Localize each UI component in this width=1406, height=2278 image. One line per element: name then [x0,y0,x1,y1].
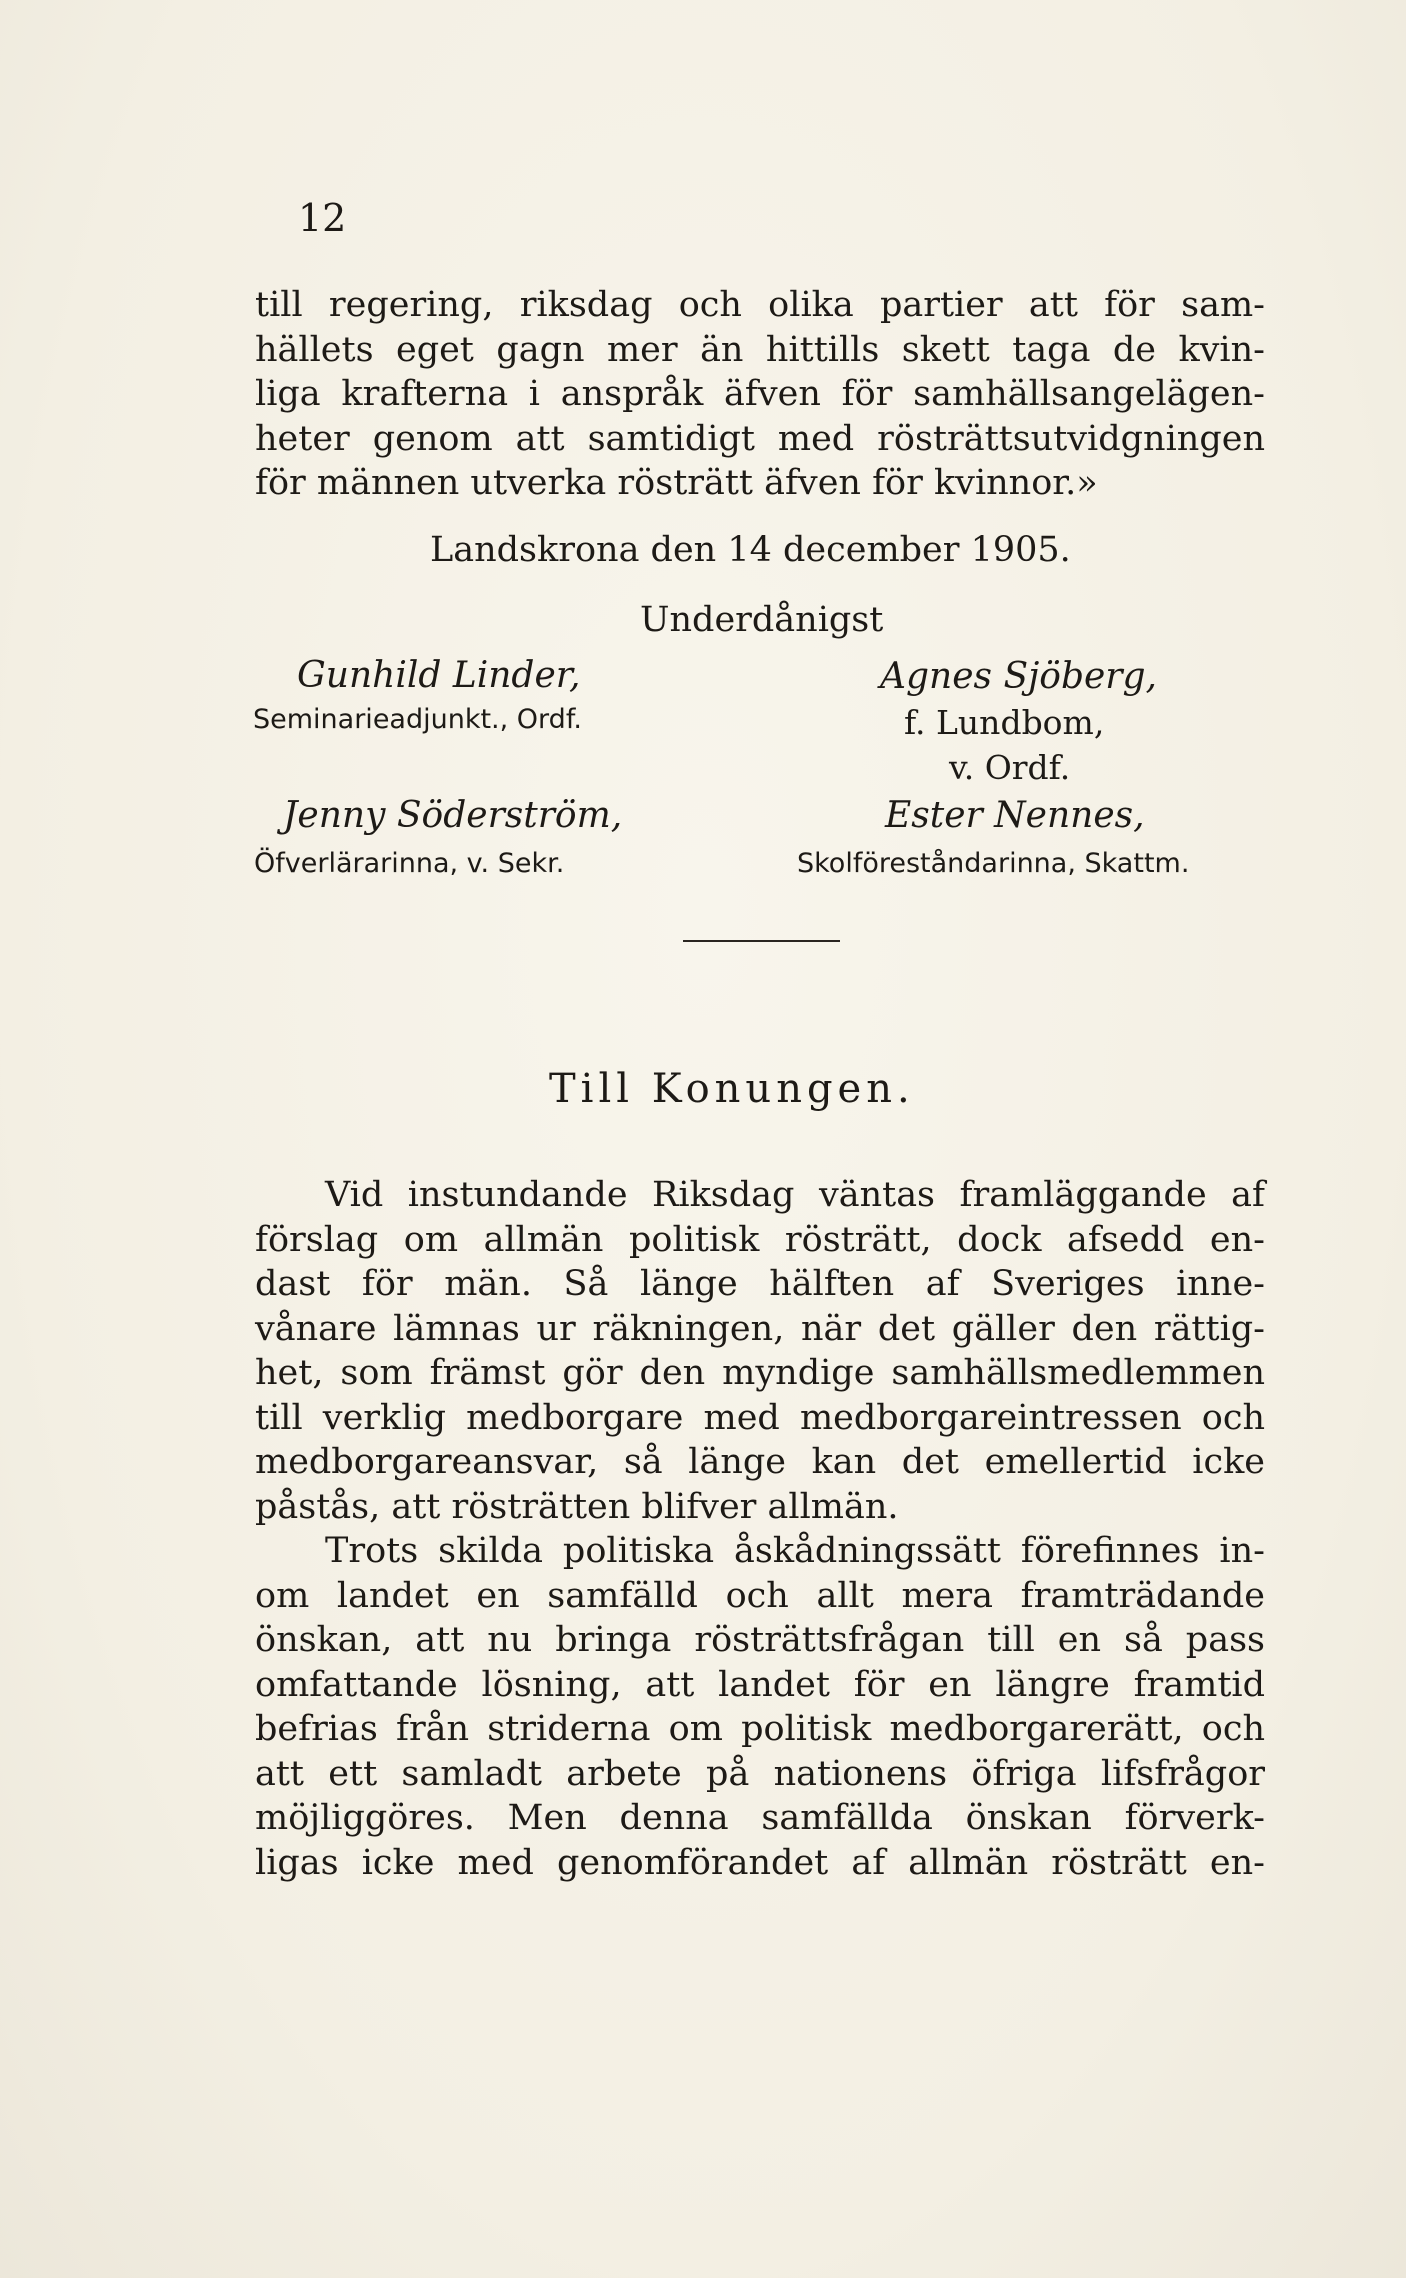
text-line: het, som främst gör den myndige samhällsmedlemmen [255,1353,1265,1393]
text-line: förslag om allmän politisk rösträtt, dock afsedd en- [255,1219,1265,1260]
signature-name: Gunhild Linder, [297,655,581,696]
text-line: önskan, att nu bringa rösträttsfrågan till en så pass [255,1620,1265,1660]
signature-title: Seminarieadjunkt., Ordf. [253,704,582,735]
text-line: möjliggöres. Men denna samfällda önskan förverk- [255,1798,1265,1838]
signature-line: f. Lundbom, [904,703,1105,742]
text-line: att ett samladt arbete på nationens öfriga lifsfrågor [255,1753,1265,1794]
text-line: heter genom att samtidigt med rösträttsutvidgningen [255,418,1265,459]
page-number: 12 [298,196,347,240]
text-line: om landet en samfälld och allt mera framträdande [255,1575,1265,1616]
text-line: till verklig medborgare med medborgareintressen och [255,1397,1265,1438]
place-date: Landskrona den 14 december 1905. [430,530,1071,570]
signature-title: Skolföreståndarinna, Skattm. [797,848,1190,879]
signature-line: v. Ordf. [949,748,1071,787]
salutation: Underdånigst [640,600,884,640]
body-paragraph [255,1529,1265,1885]
text-line: medborgareansvar, så länge kan det emellertid icke [255,1442,1265,1482]
text-line: ligas icke med genomförandet af allmän rösträtt en- [255,1842,1265,1883]
text-line: Trots skilda politiska åskådningssätt förefinnes in- [325,1531,1265,1571]
opening-paragraph [255,283,1265,506]
text-line: befrias från striderna om politisk medborgarerätt, och [255,1709,1265,1749]
signature-name: Ester Nennes, [885,795,1145,836]
text-line: hällets eget gagn mer än hittills skett taga de kvin- [255,329,1265,370]
text-line: till regering, riksdag och olika partier att för sam- [255,285,1265,325]
section-heading: Till Konungen. [549,1066,915,1112]
text-line: påstås, att rösträtten blifver allmän. [255,1486,899,1527]
body-paragraph [255,1173,1265,1529]
text-line: för männen utverka rösträtt äfven för kvinnor.» [255,463,1098,503]
text-line: omfattande lösning, att landet för en längre framtid [255,1664,1265,1705]
text-line: Vid instundande Riksdag väntas framläggande af [325,1175,1265,1215]
text-line: vånare lämnas ur räkningen, när det gäller den rättig- [255,1308,1265,1349]
section-divider [683,940,840,942]
text-line: liga krafterna i anspråk äfven för samhällsangelägen- [255,374,1265,414]
signature-name: Agnes Sjöberg, [880,656,1157,697]
signature-name: Jenny Söderström, [283,795,623,836]
text-line: dast för män. Så länge hälften af Sveriges inne- [255,1264,1265,1304]
signature-title: Öfverlärarinna, v. Sekr. [254,848,565,879]
